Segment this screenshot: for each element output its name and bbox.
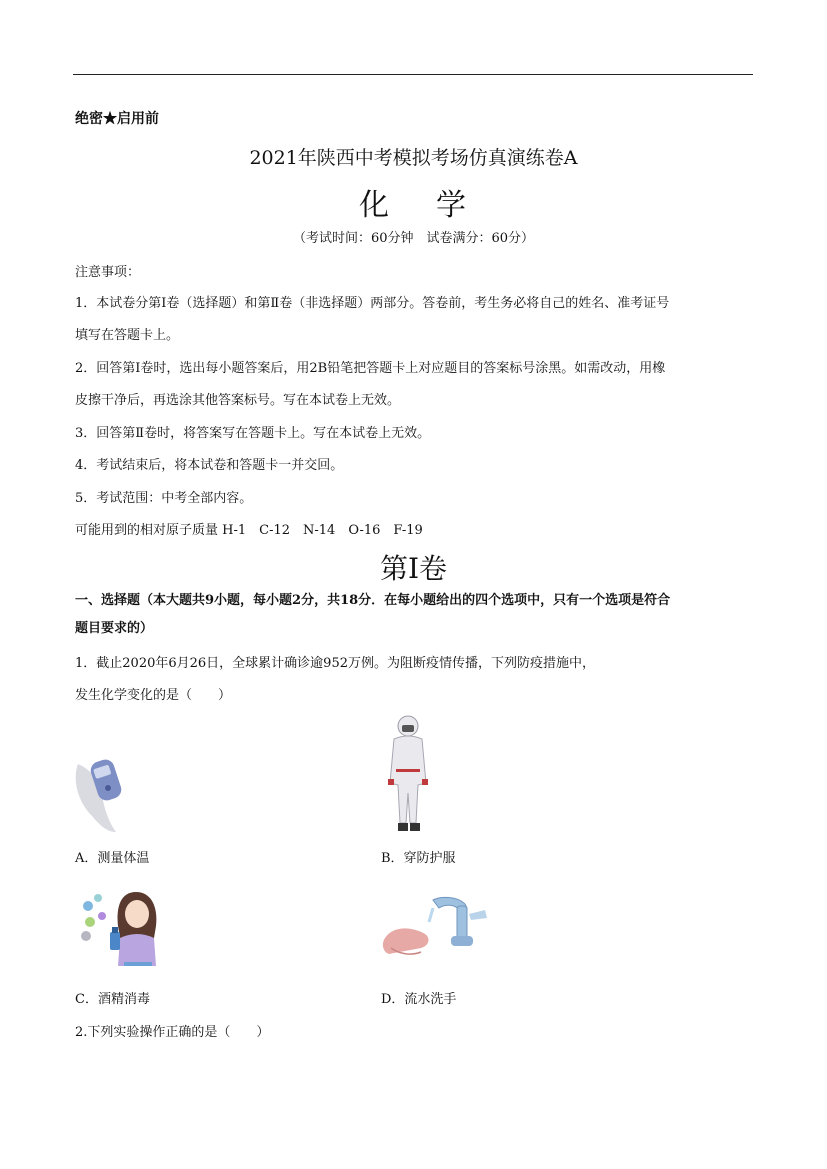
section-heading-cont: 题目要求的） [75, 621, 154, 636]
note-item-1-cont: 填写在答题卡上。 [75, 328, 180, 343]
exam-title: 2021年陕西中考模拟考场仿真演练卷A [249, 147, 578, 169]
notes-heading: 注意事项： [75, 265, 141, 280]
q1-option-b: B．穿防护服 [381, 851, 456, 866]
note-item-2: 2．回答第Ⅰ卷时，选出每小题答案后，用2B铅笔把答题卡上对应题目的答案标号涂黑。如需改动，用橡 [75, 361, 666, 376]
header-rule [73, 74, 753, 75]
note-item-1: 1．本试卷分第Ⅰ卷（选择题）和第Ⅱ卷（非选择题）两部分。答卷前，考生务必将自己的姓名、准考证号 [75, 296, 670, 311]
protective-suit-image [382, 713, 434, 833]
note-item-4: 4．考试结束后，将本试卷和答题卡一并交回。 [75, 458, 344, 473]
section-title: 第Ⅰ卷 [379, 552, 448, 585]
exam-time-info: （考试时间：60分钟 试卷满分：60分） [292, 231, 535, 246]
note-item-5: 5．考试范围：中考全部内容。 [75, 491, 253, 506]
q1-option-d: D．流水洗手 [381, 992, 457, 1007]
q1-option-a: A．测量体温 [75, 851, 150, 866]
note-item-3: 3．回答第Ⅱ卷时，将答案写在答题卡上。写在本试卷上无效。 [75, 426, 431, 441]
confidential-label: 绝密★启用前 [75, 111, 159, 127]
atomic-mass-line: 可能用到的相对原子质量 H-1 C-12 N-14 O-16 F-19 [75, 523, 423, 538]
thermometer-image [72, 754, 128, 834]
faucet-image [381, 892, 491, 968]
subject-char-2: 学 [436, 188, 468, 223]
question-1-stem-cont: 发生化学变化的是（ ） [75, 688, 232, 703]
question-1-stem: 1．截止2020年6月26日，全球累计确诊逾952万例。为阻断疫情传播，下列防疫措施中， [75, 656, 595, 671]
note-item-2-cont: 皮擦干净后，再选涂其他答案标号。写在本试卷上无效。 [75, 393, 401, 408]
section-heading: 一、选择题（本大题共9小题，每小题2分，共18分．在每小题给出的四个选项中，只有一个选项是符合 [75, 593, 671, 608]
question-2-stem: 2.下列实验操作正确的是（ ） [75, 1025, 270, 1040]
subject-char-1: 化 [359, 188, 391, 223]
q1-option-c: C．酒精消毒 [75, 992, 150, 1007]
alcohol-disinfect-image [76, 886, 164, 966]
